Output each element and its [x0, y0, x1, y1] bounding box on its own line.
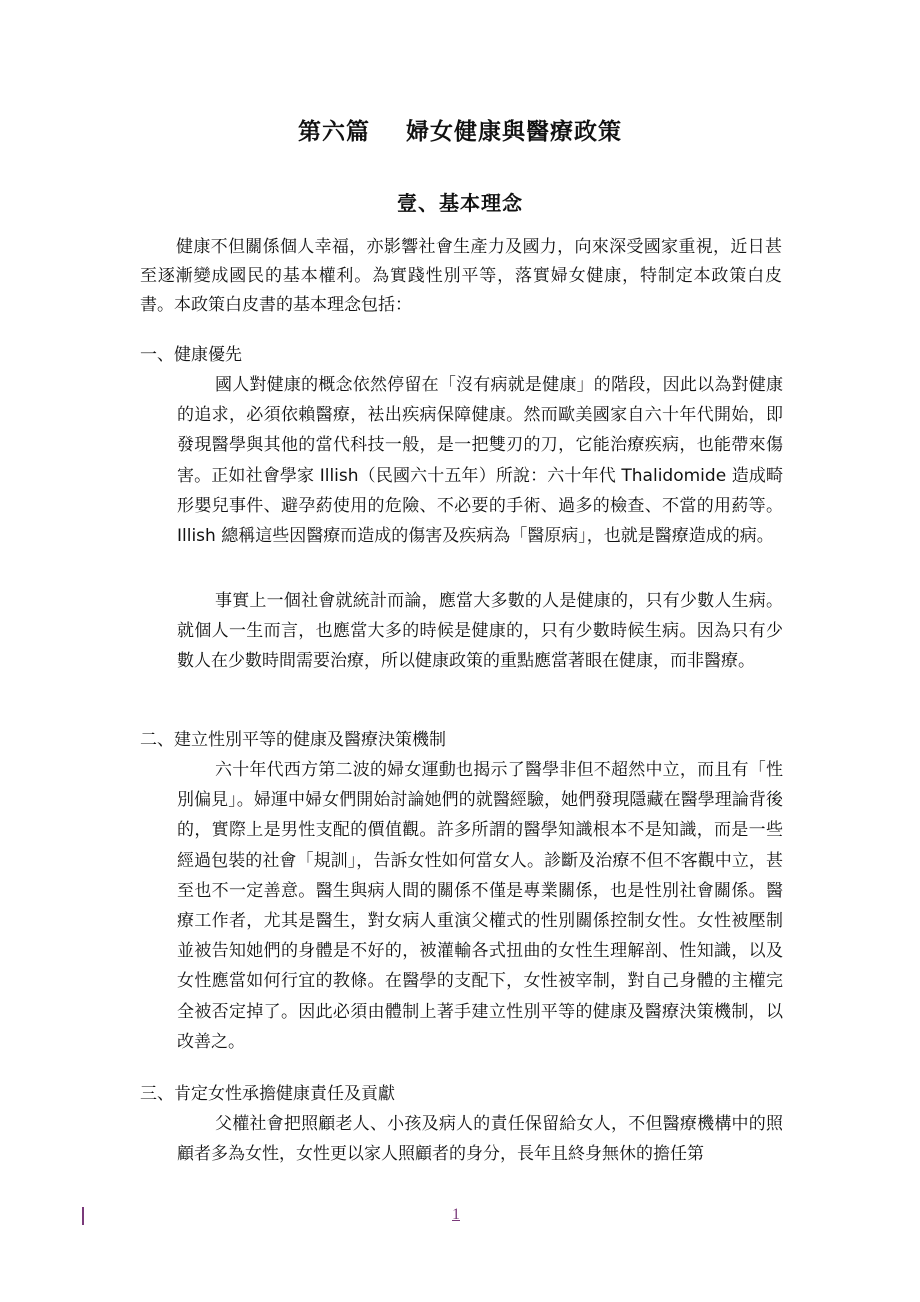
intro-paragraph: 健康不但關係個人幸福，亦影響社會生產力及國力，向來深受國家重視，近日甚至逐漸變成國民的基本權利。為實踐性別平等，落實婦女健康，特制定本政策白皮書。本政策白皮書的基本理念包括： — [140, 237, 782, 315]
section-heading-3: 三、肯定女性承擔健康責任及貢獻 — [140, 1084, 395, 1104]
section-heading-2: 二、建立性別平等的健康及醫療決策機制 — [140, 730, 446, 750]
section-1-paragraph-2: 事實上一個社會就統計而論，應當大多數的人是健康的，只有少數人生病。就個人一生而言，也應當大多的時候是健康的，只有少數時候生病。因為只有少數人在少數時間需要治療，所以健康政策的重點應當著眼在健康，而非醫療。 — [177, 591, 783, 672]
section-heading-1: 一、健康優先 — [140, 345, 242, 365]
title-topic: 婦女健康與醫療政策 — [406, 119, 622, 145]
title-chapter: 第六篇 — [298, 119, 370, 145]
page-title — [0, 113, 920, 146]
section-2-paragraph-1: 六十年代西方第二波的婦女運動也揭示了醫學非但不超然中立，而且有「性別偏見」。婦運中婦女們開始討論她們的就醫經驗，她們發現隱藏在醫學理論背後的，實際上是男性支配的價值觀。許多所謂的醫學知識根本不是知識，而是一些經過包裝的社會「規訓」，告訴女性如何當女人。診斷及治療不但不客觀中立，甚至也不一定善意。醫生與病人間的關係不僅是專業關係，也是性別社會關係。醫療工作者，尤其是醫生，對女病人重演父權式的性別關係控制女性。女性被壓制並被告知她們的身體是不好的，被灌輸各式扭曲的女性生理解剖、性知識，以及女性應當如何行宜的教條。在醫學的支配下，女性被宰制，對自己身體的主權完全被否定掉了。因此必須由體制上著手建立性別平等的健康及醫療決策機制，以改善之。 — [177, 760, 783, 1052]
section-title: 壹、基本理念 — [397, 191, 523, 215]
page-number: 1 — [452, 1206, 460, 1223]
section-1-paragraph-1: 國人對健康的概念依然停留在「沒有病就是健康」的階段，因此以為對健康的追求，必須依賴醫療，袪出疾病保障健康。然而歐美國家自六十年代開始，即發現醫學與其他的當代科技一般，是一把雙刃的刀，它能治療疾病，也能帶來傷害。正如社會學家 Illish（民國六十五年）所說：六十年代 Thalidomide 造成畸形嬰兒事件、避孕葯使用的危險、不必要的手術、過多的檢查、不當的用葯等。Illish 總稱這些因醫療而造成的傷害及疾病為「醫原病」，也就是醫療造成的病。 — [177, 375, 783, 547]
section-3-paragraph-1: 父權社會把照顧老人、小孩及病人的責任保留給女人，不但醫療機構中的照顧者多為女性，女性更以家人照顧者的身分，長年且終身無休的擔任第 — [177, 1114, 783, 1165]
footer-margin-bar — [82, 1207, 84, 1225]
